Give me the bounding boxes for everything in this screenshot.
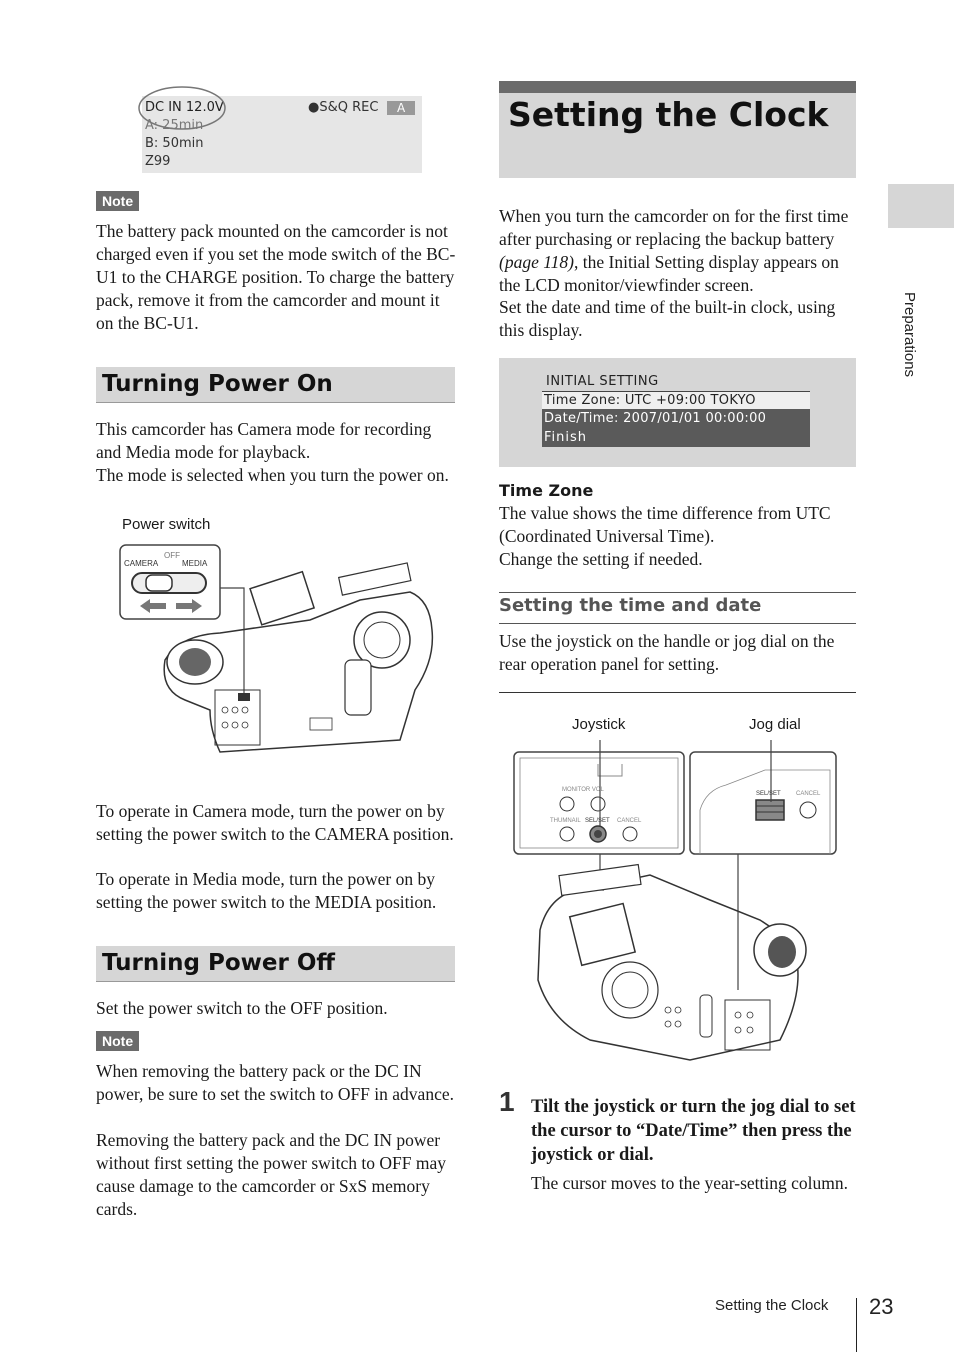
time-zone-paragraph-2: Change the setting if needed. [499,549,703,569]
power-off-note-1: When removing the battery pack or the DC IN power, be sure to set the switch to OFF in advance. [96,1061,454,1104]
figure-label-power-switch: Power switch [122,516,211,533]
panel-thumbnail-label: THUMNAIL [550,818,581,824]
power-on-paragraph-1: This camcorder has Camera mode for recording and Media mode for playback. [96,419,432,462]
panel-monitor-vol-label: MONITOR VOL [562,787,604,793]
panel-selset-label: SEL/SET [585,818,610,824]
subsection-paragraph: Use the joystick on the handle or jog dial on the rear operation panel for setting. [499,631,835,674]
subsection-heading: Setting the time and date [499,595,762,616]
time-zone-paragraph-1: The value shows the time difference from UTC (Coordinated Universal Time). [499,503,831,546]
panel-cancel-label: CANCEL [617,818,642,824]
power-on-paragraph-2: The mode is selected when you turn the power on. [96,465,449,485]
page-number: 23 [869,1294,894,1319]
divider [499,623,856,624]
footer-divider [856,1298,857,1352]
initial-setting-row-timezone[interactable]: Time Zone: UTC +09:00 TOKYO [542,392,810,409]
chapter-tab [888,184,954,228]
divider [499,692,856,693]
clock-intro-paragraph [499,205,859,297]
section-heading-power-off: Turning Power Off [96,946,455,982]
note-badge: Note [96,191,139,211]
step-instruction: Tilt the joystick or turn the jog dial to set the cursor to “Date/Time” then press the joystick or dial. [531,1097,856,1165]
camcorder-side-illustration [110,540,450,760]
highlight-ellipse [136,84,236,132]
lcd-badge: A [387,101,415,115]
chapter-title: Setting the Clock [508,95,829,134]
lcd-line-z: Z99 [145,154,171,169]
time-zone-heading: Time Zone [499,481,594,500]
figure-label-jog-dial: Jog dial [749,716,801,733]
panel-cancel-label-2: CANCEL [796,791,821,797]
step-number: 1 [499,1086,515,1117]
lcd-line-a: A: 25min [145,118,204,133]
switch-camera-label: CAMERA [124,559,159,568]
clock-intro-text-2: , the Initial Setting display appears on the LCD monitor/viewfinder screen. [499,252,839,295]
panel-selset-label-2: SEL/SET [756,791,781,797]
camcorder-rear-illustration [510,740,850,1070]
switch-off-label: OFF [164,551,180,560]
lcd-dc-in: DC IN 12.0V [145,100,224,115]
power-on-paragraph-3: To operate in Camera mode, turn the power on by setting the power switch to the CAMERA position. [96,801,454,844]
lcd-sq-rec: ●S&Q REC [308,100,379,115]
initial-setting-title: INITIAL SETTING [546,374,659,389]
clock-intro-text: When you turn the camcorder on for the first time after purchasing or replacing the backup battery [499,206,849,249]
step-result: The cursor moves to the year-setting column. [531,1173,848,1193]
power-on-paragraph-4: To operate in Media mode, turn the power on by setting the power switch to the MEDIA position. [96,869,437,912]
divider [499,592,856,593]
page-reference-link[interactable]: (page 118) [499,252,574,272]
initial-setting-row-datetime[interactable]: Date/Time: 2007/01/01 00:00:00 [542,409,810,428]
power-off-paragraph: Set the power switch to the OFF position. [96,998,388,1018]
chapter-heading-box [499,81,856,178]
clock-intro-paragraph-2: Set the date and time of the built-in clock, using this display. [499,297,836,340]
note-badge-2: Note [96,1031,139,1051]
initial-setting-screen [499,358,856,467]
section-heading-power-on: Turning Power On [96,367,455,403]
chapter-tab-label: Preparations [901,292,918,378]
power-off-note-2: Removing the battery pack and the DC IN power without first setting the power switch to OFF may cause damage to the camcorder or SxS memory cards. [96,1130,446,1219]
switch-media-label: MEDIA [182,559,208,568]
lcd-line-b: B: 50min [145,136,204,151]
footer-section-name: Setting the Clock [715,1297,829,1314]
figure-label-joystick: Joystick [572,716,626,733]
initial-setting-row-finish[interactable]: Finish [542,428,810,447]
note-text: The battery pack mounted on the camcorder is not charged even if you set the mode switch of the BC-U1 to the CHARGE position. To charge the battery pack, remove it from the camcorder and mount it on the BC-U1. [96,221,456,333]
